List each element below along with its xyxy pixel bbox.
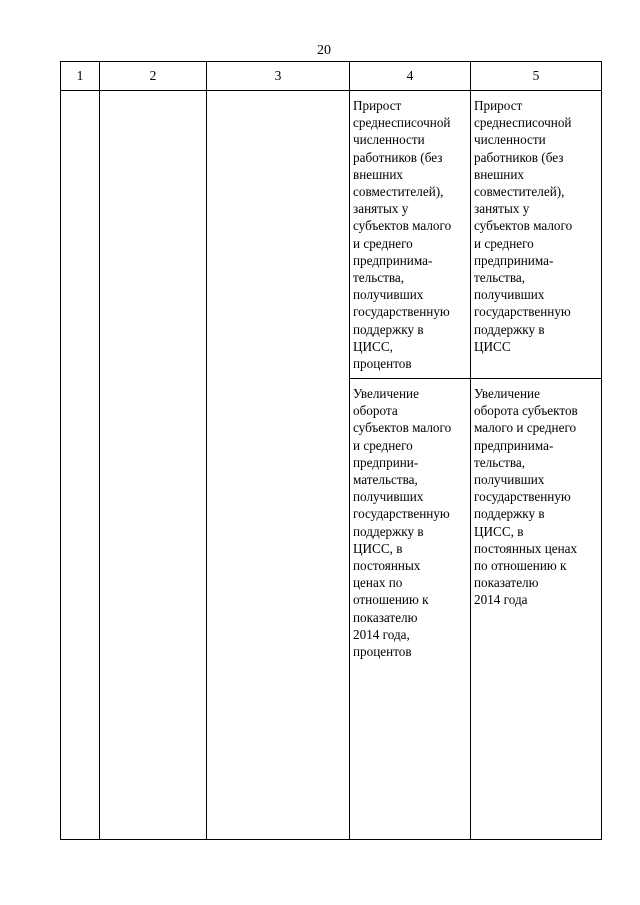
text-line: тельства, xyxy=(474,454,526,470)
text-line: среднесписочной xyxy=(474,115,572,131)
text-line: по отношению к xyxy=(474,558,567,574)
text-line: процентов xyxy=(353,644,412,660)
text-line: постоянных ценах xyxy=(474,540,578,556)
text-line: внешних xyxy=(474,166,525,182)
text-line: показателю xyxy=(474,575,539,591)
text-line: занятых у xyxy=(474,201,530,217)
text-line: предприни- xyxy=(353,454,419,470)
cell-col-1 xyxy=(61,91,100,840)
text-line: процентов xyxy=(353,356,412,372)
cell-employee-growth-col4 xyxy=(350,91,471,379)
text-line: среднесписочной xyxy=(353,115,451,131)
text-line: показателю xyxy=(353,609,418,625)
header-cell-5: 5 xyxy=(471,62,602,91)
text-line: 2014 года xyxy=(474,592,528,608)
text-line: постоянных xyxy=(353,558,421,574)
table-header-row xyxy=(61,62,602,91)
text-line: Прирост xyxy=(474,98,523,113)
header-cell-4: 4 xyxy=(350,62,471,91)
text-line: оборота субъектов xyxy=(474,403,578,419)
text-line: получивших xyxy=(353,287,424,303)
text-line: поддержку в xyxy=(474,506,545,522)
text-line: государственную xyxy=(353,506,450,522)
text-line: мательства, xyxy=(353,472,418,488)
text-line: численности xyxy=(353,132,425,148)
text-line: занятых у xyxy=(353,201,409,217)
text-line: и среднего xyxy=(474,235,534,251)
text-line: получивших xyxy=(474,287,545,303)
cell-text xyxy=(350,379,470,664)
cell-text xyxy=(350,91,470,376)
text-line: отношению к xyxy=(353,592,429,608)
cell-col-2 xyxy=(100,91,207,840)
text-line: 2014 года, xyxy=(353,626,410,642)
text-line: субъектов малого xyxy=(353,420,452,436)
text-line: поддержку в xyxy=(474,321,545,337)
text-line: государственную xyxy=(353,304,450,320)
text-line: Увеличение xyxy=(353,386,419,401)
text-line: работников (без xyxy=(474,149,564,165)
header-cell-3: 3 xyxy=(207,62,350,91)
page-number: 20 xyxy=(317,43,331,58)
text-line: численности xyxy=(474,132,546,148)
text-line: ЦИСС, в xyxy=(353,540,403,556)
cell-text xyxy=(471,379,601,613)
text-line: предпринима- xyxy=(474,437,554,453)
text-line: работников (без xyxy=(353,149,443,165)
text-line: ценах по xyxy=(353,575,403,591)
text-line: оборота xyxy=(353,403,398,419)
text-line: и среднего xyxy=(353,437,413,453)
text-line: ЦИСС xyxy=(474,338,511,354)
text-line: совместителей), xyxy=(353,184,444,200)
text-line: совместителей), xyxy=(474,184,565,200)
text-line: субъектов малого xyxy=(474,218,573,234)
text-line: тельства, xyxy=(474,270,526,286)
text-line: и среднего xyxy=(353,235,413,251)
header-cell-1: 1 xyxy=(61,62,100,91)
text-line: предпринима- xyxy=(353,252,433,268)
text-line: субъектов малого xyxy=(353,218,452,234)
text-line: ЦИСС, xyxy=(353,338,393,354)
table-row xyxy=(61,91,602,379)
text-line: получивших xyxy=(474,472,545,488)
text-line: Увеличение xyxy=(474,386,540,401)
text-line: государственную xyxy=(474,489,571,505)
text-line: внешних xyxy=(353,166,404,182)
cell-col-3 xyxy=(207,91,350,840)
text-line: государственную xyxy=(474,304,571,320)
text-line: поддержку в xyxy=(353,321,424,337)
text-line: тельства, xyxy=(353,270,405,286)
cell-turnover-growth-col5 xyxy=(471,379,602,840)
cell-turnover-growth-col4 xyxy=(350,379,471,840)
indicator-table xyxy=(60,61,602,840)
text-line: малого и среднего xyxy=(474,420,577,436)
header-cell-2: 2 xyxy=(100,62,207,91)
text-line: получивших xyxy=(353,489,424,505)
text-line: Прирост xyxy=(353,98,402,113)
cell-text xyxy=(471,91,601,359)
text-line: поддержку в xyxy=(353,523,424,539)
text-line: ЦИСС, в xyxy=(474,523,524,539)
cell-employee-growth-col5 xyxy=(471,91,602,379)
text-line: предпринима- xyxy=(474,252,554,268)
